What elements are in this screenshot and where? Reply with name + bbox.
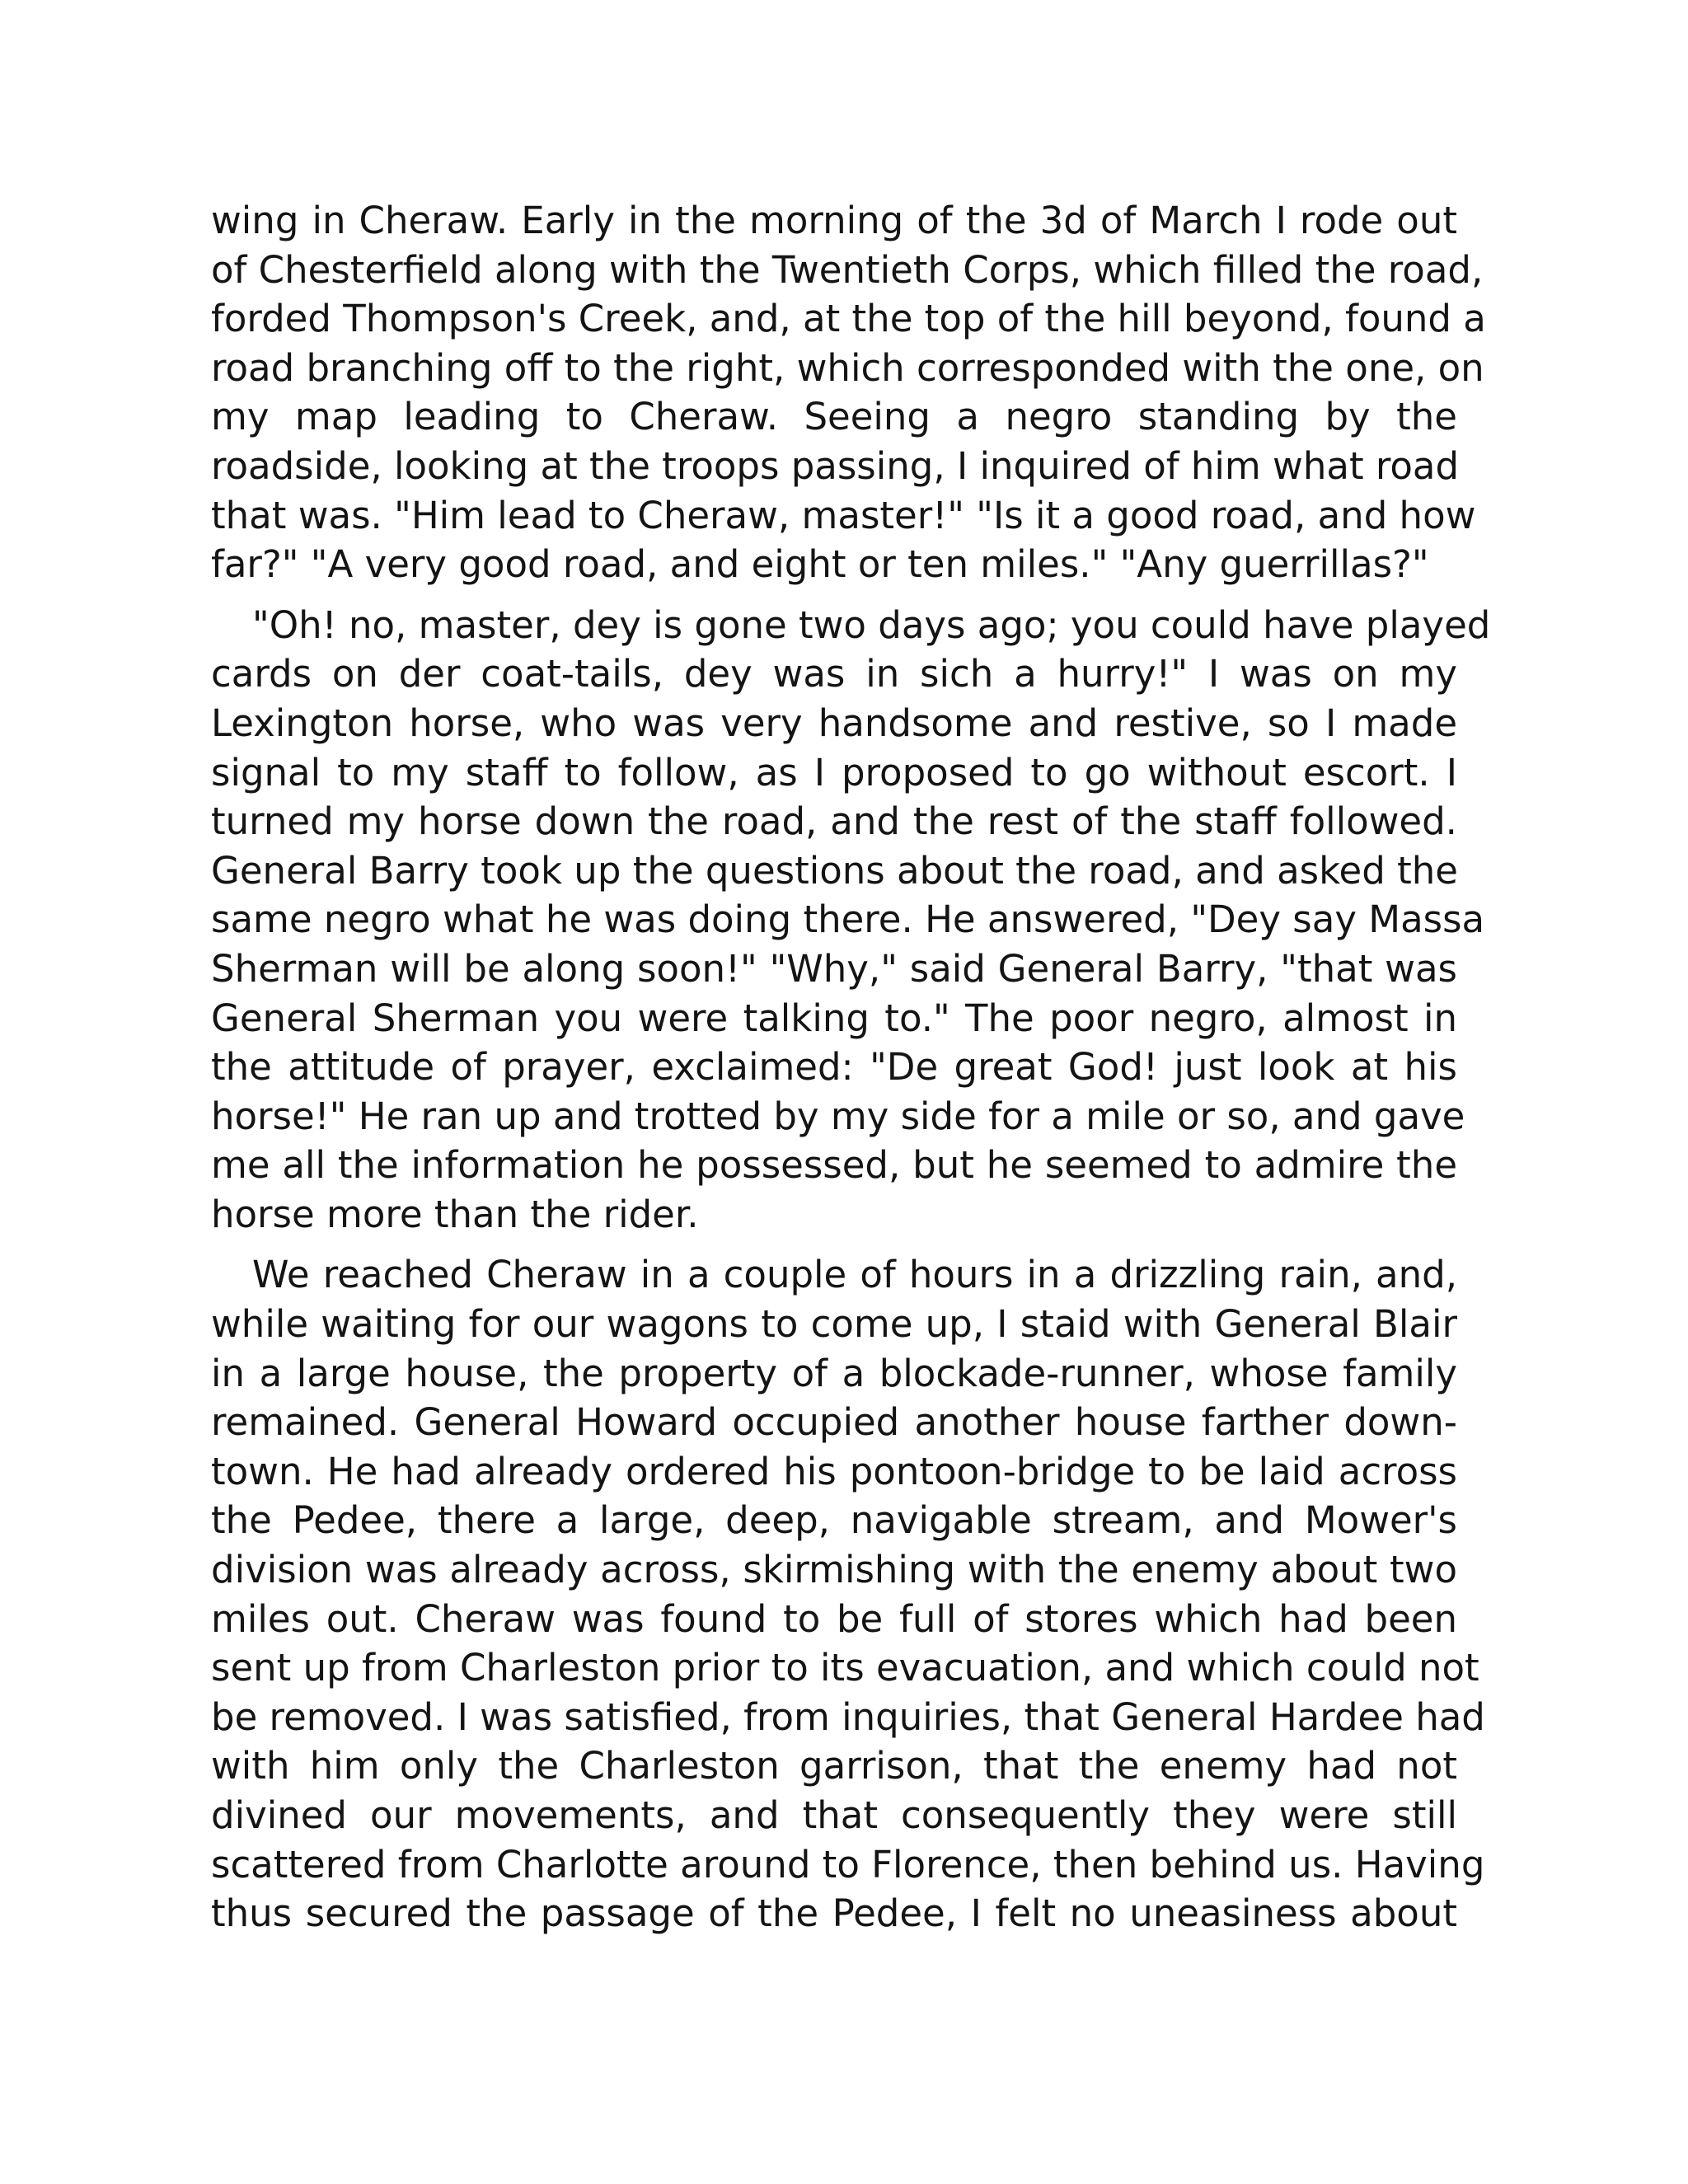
text-line: General Barry took up the questions about the road, and asked the: [211, 848, 1458, 893]
paragraph-2: [211, 601, 1491, 1240]
text-line: miles out. Cheraw was found to be full of stores which had been: [211, 1596, 1457, 1641]
text-line: while waiting for our wagons to come up, I staid with General Blair: [211, 1302, 1457, 1347]
text-line: the attitude of prayer, exclaimed: "De great God! just look at his: [211, 1045, 1457, 1090]
text-line: remained. General Howard occupied another house farther down-: [211, 1400, 1457, 1445]
text-line: town. He had already ordered his pontoon-bridge to be laid across: [211, 1449, 1457, 1493]
text-line: Sherman will be along soon!" "Why," said General Barry, "that was: [211, 946, 1457, 991]
text-line: same negro what he was doing there. He answered, "Dey say Massa: [211, 898, 1485, 942]
paragraph-1: [211, 196, 1486, 589]
paragraph-3: [211, 1250, 1485, 1938]
text-line: turned my horse down the road, and the rest of the staff followed.: [211, 799, 1457, 844]
text-line: forded Thompson's Creek, and, at the top of the hill beyond, found a: [211, 297, 1486, 341]
text-line: roadside, looking at the troops passing, I inquired of him what road: [211, 443, 1460, 488]
text-line: road branching off to the right, which corresponded with the one, on: [211, 345, 1484, 390]
text-line: my map leading to Cheraw. Seeing a negro standing by the: [211, 395, 1457, 439]
text-line: with him only the Charleston garrison, that the enemy had not: [211, 1744, 1457, 1788]
text-line: horse!" He ran up and trotted by my side for a mile or so, and gave: [211, 1094, 1465, 1138]
text-line: thus secured the passage of the Pedee, I felt no uneasiness about: [211, 1891, 1457, 1936]
text-line: divined our movements, and that consequently they were still: [211, 1793, 1457, 1837]
text-line: in a large house, the property of a blockade-runner, whose family: [211, 1351, 1457, 1395]
text-line: signal to my staff to follow, as I proposed to go without escort. I: [211, 750, 1457, 794]
text-line: cards on der coat-tails, dey was in sich a hurry!" I was on my: [211, 652, 1457, 696]
text-line: wing in Cheraw. Early in the morning of the 3d of March I rode out: [211, 199, 1457, 242]
text-line: horse more than the rider.: [211, 1192, 699, 1236]
text-line: We reached Cheraw in a couple of hours in a drizzling rain, and,: [252, 1253, 1457, 1297]
text-line: "Oh! no, master, dey is gone two days ago; you could have played: [252, 602, 1491, 647]
text-line: be removed. I was satisfied, from inquiries, that General Hardee had: [211, 1694, 1485, 1739]
document-page: [211, 196, 1491, 1938]
text-line: of Chesterfield along with the Twentieth Corps, which filled the road,: [211, 247, 1484, 292]
text-line: me all the information he possessed, but he seemed to admire the: [211, 1143, 1457, 1188]
text-line: the Pedee, there a large, deep, navigable stream, and Mower's: [211, 1498, 1457, 1543]
text-line: General Sherman you were talking to." The poor negro, almost in: [211, 996, 1457, 1040]
text-line: Lexington horse, who was very handsome and restive, so I made: [211, 701, 1457, 745]
text-line: scattered from Charlotte around to Florence, then behind us. Having: [211, 1842, 1485, 1886]
text-line: sent up from Charleston prior to its evacuation, and which could not: [211, 1646, 1479, 1690]
text-line: division was already across, skirmishing with the enemy about two: [211, 1548, 1457, 1592]
text-line: that was. "Him lead to Cheraw, master!" "Is it a good road, and how: [211, 493, 1476, 537]
text-line: far?" "A very good road, and eight or ten miles." "Any guerrillas?": [211, 542, 1429, 587]
